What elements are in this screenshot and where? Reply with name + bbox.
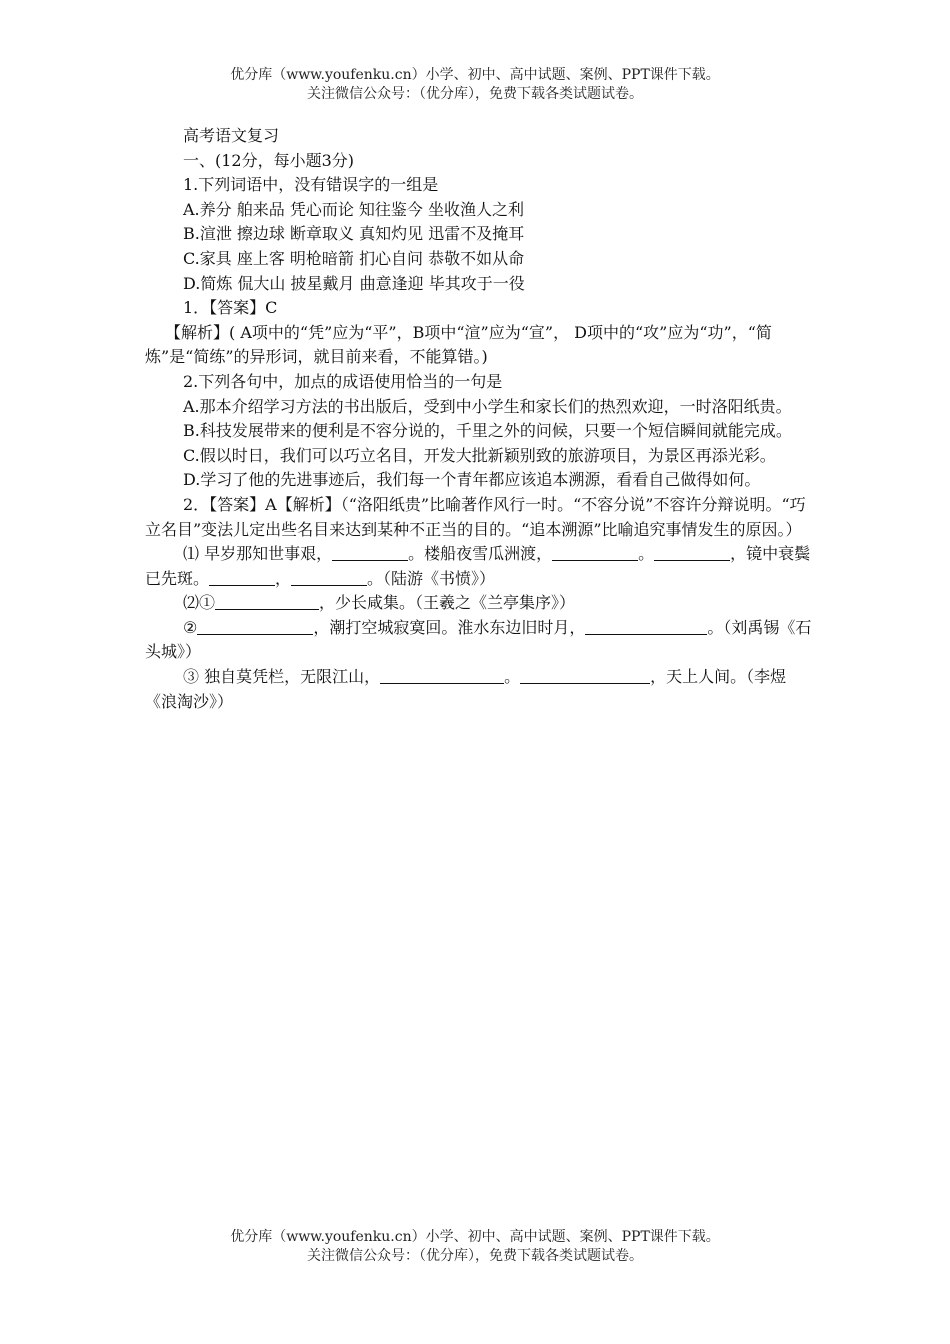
- footer-line-1: 优分库（www.youfenku.cn）小学、初中、高中试题、案例、PPT课件下载。: [230, 1229, 720, 1245]
- q1-option-d: D.简炼 侃大山 披星戴月 曲意逢迎 毕其攻于一役: [183, 273, 525, 293]
- document-body: [145, 124, 817, 714]
- q3-line-3: [145, 616, 817, 665]
- fill-blank[interactable]: [209, 569, 275, 586]
- q3-l1-text-a: ⑴ 早岁那知世事艰，: [183, 544, 333, 564]
- page-header: [0, 66, 950, 104]
- page-footer: [0, 1228, 950, 1266]
- fill-blank[interactable]: [197, 618, 313, 635]
- section-heading: 一、(12分，每小题3分): [183, 150, 355, 170]
- q1-option-b: B.渲泄 擦边球 断章取义 真知灼见 迅雷不及掩耳: [183, 224, 525, 244]
- fill-blank[interactable]: [552, 544, 638, 561]
- q3-l2-text-b: ，少长咸集。（王羲之《兰亭集序》）: [319, 593, 576, 613]
- q3-l4-text-c: ，天上人间。: [650, 667, 747, 687]
- q2-option-a: A.那本介绍学习方法的书出版后，受到中小学生和家长们的热烈欢迎，一时洛阳纸贵。: [183, 396, 792, 416]
- q3-l4-text-a: ③ 独自莫凭栏，无限江山，: [183, 667, 381, 687]
- fill-blank[interactable]: [215, 593, 319, 610]
- q2-answer: 2．【答案】A【解析】（“洛阳纸贵”比喻著作风行一时。“不容分说”不容许分辩说明。“巧立名目”变法儿定出些名目来达到某种不正当的目的。“追本溯源”比喻追究事情发生的原因。）: [145, 494, 806, 539]
- q3-l1-text-d: ，: [730, 544, 747, 564]
- q3-l1-text-c: 。: [638, 544, 655, 564]
- doc-title: 高考语文复习: [183, 126, 280, 145]
- q3-l4-text-b: 。: [504, 667, 521, 687]
- q2-option-b: B.科技发展带来的便利是不容分说的，千里之外的问候，只要一个短信瞬间就能完成。: [183, 421, 792, 441]
- q3-l1-text-e: 镜中衰鬓已先斑。: [145, 544, 811, 588]
- header-line-2: 关注微信公众号：（优分库），免费下载各类试题试卷。: [307, 86, 643, 102]
- q3-l3-text-c: 。: [707, 617, 724, 637]
- fill-blank[interactable]: [585, 618, 707, 635]
- fill-blank[interactable]: [291, 569, 367, 586]
- q3-l3-text-d: （刘禹锡《石头城》）: [145, 617, 812, 662]
- header-line-1: 优分库（www.youfenku.cn）小学、初中、高中试题、案例、PPT课件下载。: [230, 67, 720, 83]
- q3-l1-text-f: ，: [275, 568, 292, 588]
- q2-option-d: D.学习了他的先进事迹后，我们每一个青年都应该追本溯源，看看自己做得如何。: [183, 470, 761, 490]
- q3-l3-text-b: ，潮打空城寂寞回。淮水东边旧时月，: [313, 617, 586, 637]
- q1-stem: 1.下列词语中，没有错误字的一组是: [183, 175, 439, 195]
- q3-l1-text-g: 。（陆游《书愤》）: [367, 568, 496, 588]
- q3-line-1: [145, 542, 817, 591]
- q1-answer: 1．【答案】C: [183, 298, 278, 318]
- q3-l2-text-a: ⑵①: [183, 593, 216, 613]
- q2-option-c: C.假以时日，我们可以巧立名目，开发大批新颖别致的旅游项目，为景区再添光彩。: [183, 445, 776, 465]
- q1-option-a: A.养分 舶来品 凭心而论 知往鉴今 坐收渔人之利: [183, 199, 524, 219]
- q3-line-4: [145, 665, 817, 714]
- q1-analysis: 【解析】( A项中的“凭”应为“平”，B项中“渲”应为“宣”， D项中的“攻”应为“功”，“简炼”是“简练”的异形词，就目前来看，不能算错。): [145, 322, 772, 367]
- q3-line-2: [145, 591, 817, 616]
- footer-line-2: 关注微信公众号：（优分库），免费下载各类试题试卷。: [307, 1248, 643, 1264]
- fill-blank[interactable]: [332, 544, 408, 561]
- q3-l1-text-b: 。楼船夜雪瓜洲渡，: [408, 544, 553, 564]
- fill-blank[interactable]: [654, 544, 730, 561]
- q1-option-c: C.家具 座上客 明枪暗箭 扪心自问 恭敬不如从命: [183, 248, 525, 268]
- fill-blank[interactable]: [520, 667, 650, 684]
- q2-stem: 2.下列各句中，加点的成语使用恰当的一句是: [183, 371, 503, 391]
- q3-l4-text-d: （李煜《浪淘沙》）: [145, 667, 787, 711]
- q3-l3-text-a: ②: [183, 617, 198, 637]
- fill-blank[interactable]: [380, 667, 504, 684]
